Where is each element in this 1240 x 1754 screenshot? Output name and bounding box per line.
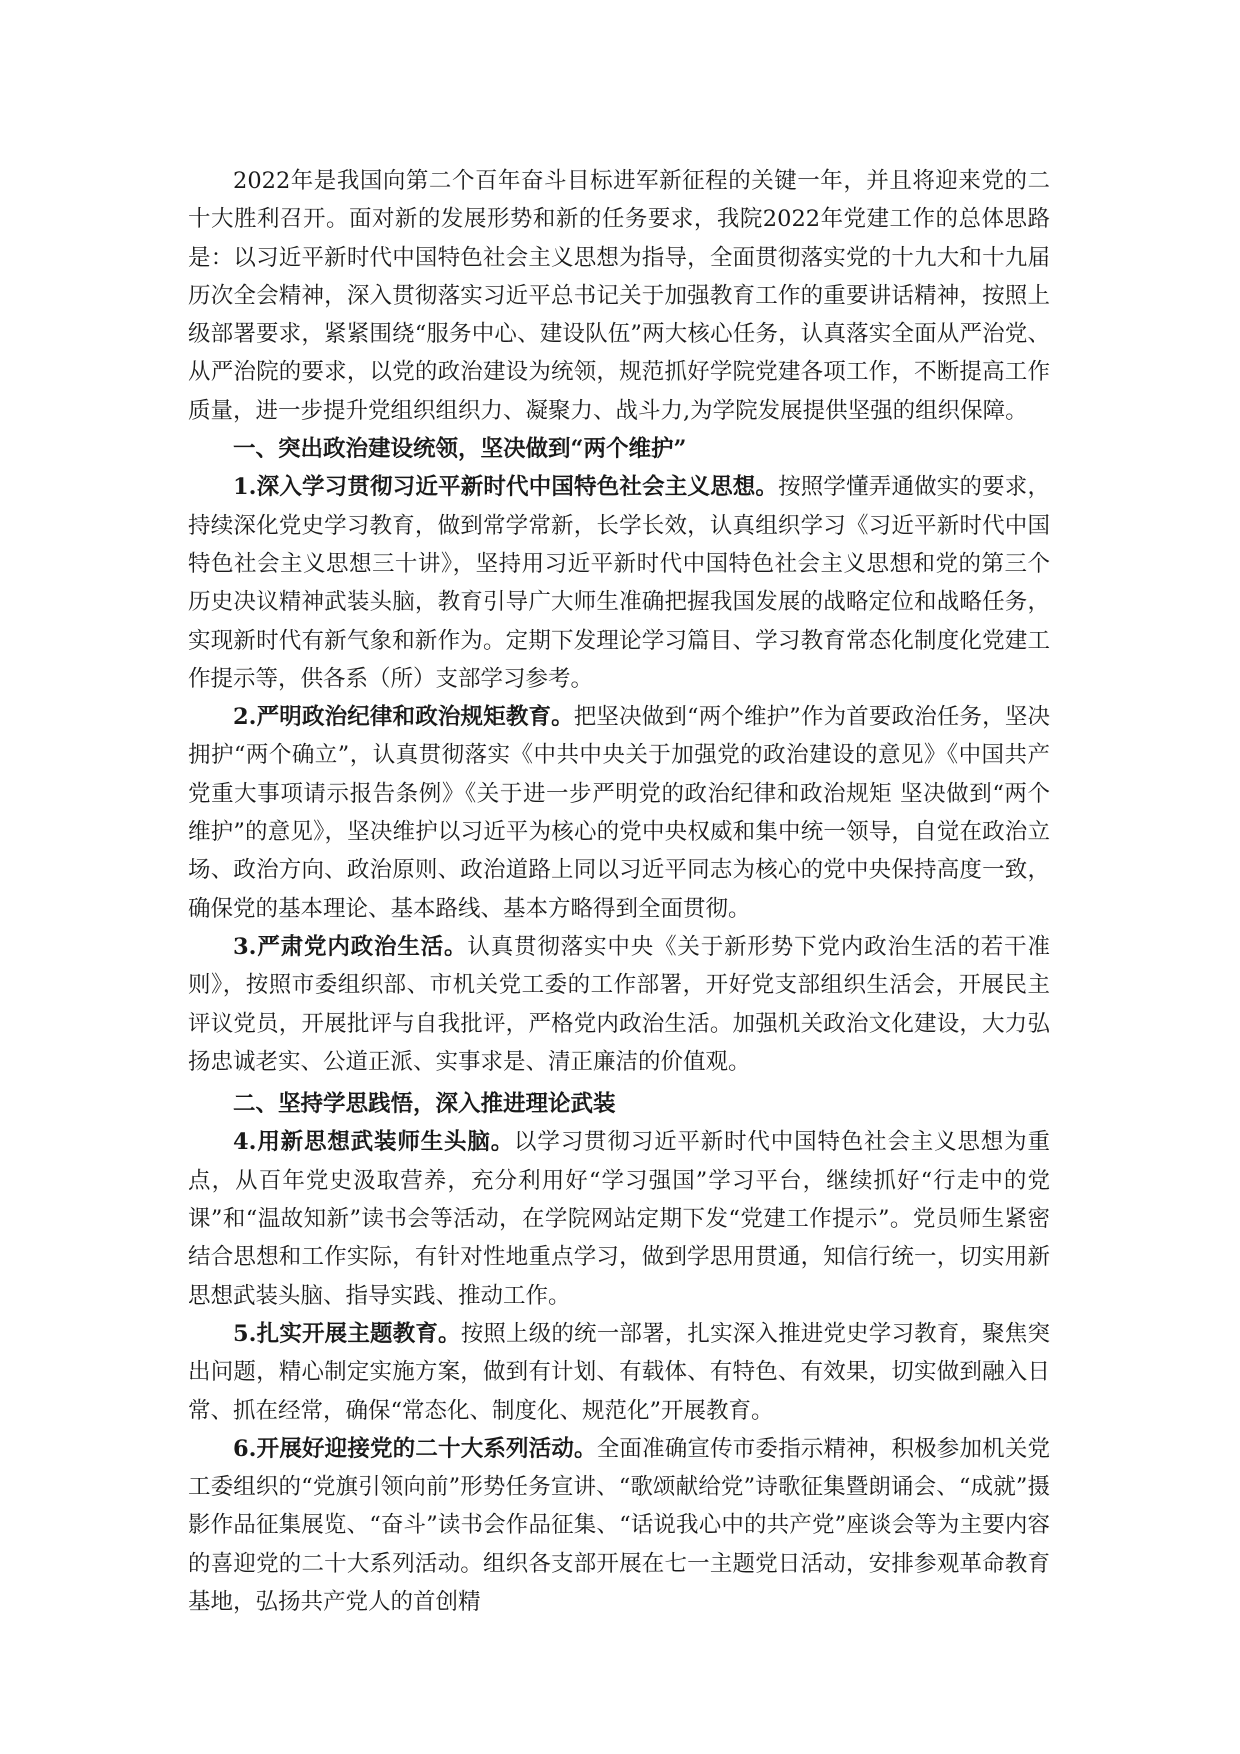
item-5-paragraph bbox=[188, 1315, 1050, 1430]
item-4-lead: 4.用新思想武装师生头脑。 bbox=[233, 1129, 515, 1156]
item-2-lead: 2.严明政治纪律和政治规矩教育。 bbox=[233, 704, 574, 731]
item-1-paragraph bbox=[188, 468, 1050, 698]
intro-paragraph: 2022年是我国向第二个百年奋斗目标进军新征程的关键一年，并且将迎来党的二十大胜利召开。面对新的发展形势和新的任务要求，我院2022年党建工作的总体思路是：以习近平新时代中国特色社会主义思想为指导，全面贯彻落实党的十九大和十九届历次全会精神，深入贯彻落实习近平总书记关于加强教育工作的重要讲话精神，按照上级部署要求，紧紧围绕“服务中心、建设队伍”两大核心任务，认真落实全面从严治党、从严治院的要求，以党的政治建设为统领，规范抓好学院党建各项工作，不断提高工作质量，进一步提升党组织组织力、凝聚力、战斗力,为学院发展提供坚强的组织保障。 bbox=[188, 168, 1050, 424]
item-1-body: 按照学懂弄通做实的要求，持续深化党史学习教育，做到常学常新，长学长效，认真组织学习《习近平新时代中国特色社会主义思想三十讲》，坚持用习近平新时代中国特色社会主义思想和党的第三个历史决议精神武装头脑，教育引导广大师生准确把握我国发展的战略定位和战略任务，实现新时代有新气象和新作为。定期下发理论学习篇目、学习教育常态化制度化党建工作提示等，供各系（所）支部学习参考。 bbox=[188, 474, 1050, 692]
section-2-heading: 二、坚持学思践悟，深入推进理论武装 bbox=[233, 1091, 616, 1118]
item-4-paragraph bbox=[188, 1123, 1050, 1314]
item-2-paragraph bbox=[188, 698, 1050, 928]
item-6-body: 全面准确宣传市委指示精神，积极参加机关党工委组织的“党旗引领向前”形势任务宣讲、“歌颂献给党”诗歌征集暨朗诵会、“成就”摄影作品征集展览、“奋斗”读书会作品征集、“话说我心中的共产党”座谈会等为主要内容的喜迎党的二十大系列活动。组织各支部开展在七一主题党日活动，安排参观革命教育基地，弘扬共产党人的首创精 bbox=[188, 1435, 1050, 1615]
item-3-lead: 3.严肃党内政治生活。 bbox=[233, 933, 468, 960]
item-6-paragraph bbox=[188, 1430, 1050, 1621]
item-6-lead: 6.开展好迎接党的二十大系列活动。 bbox=[233, 1435, 597, 1462]
item-1-lead: 1.深入学习贯彻习近平新时代中国特色社会主义思想。 bbox=[233, 474, 779, 501]
section-1-heading: 一、突出政治建设统领，坚决做到“两个维护” bbox=[233, 436, 687, 463]
item-3-paragraph bbox=[188, 928, 1050, 1081]
item-3-body: 认真贯彻落实中央《关于新形势下党内政治生活的若干准则》，按照市委组织部、市机关党工委的工作部署，开好党支部组织生活会，开展民主评议党员，开展批评与自我批评，严格党内政治生活。加强机关政治文化建设，大力弘扬忠诚老实、公道正派、实事求是、清正廉洁的价值观。 bbox=[188, 933, 1050, 1075]
item-4-body: 以学习贯彻习近平新时代中国特色社会主义思想为重点，从百年党史汲取营养，充分利用好“学习强国”学习平台，继续抓好“行走中的党课”和“温故知新”读书会等活动，在学院网站定期下发“党建工作提示”。党员师生紧密结合思想和工作实际，有针对性地重点学习，做到学思用贯通，知信行统一，切实用新思想武装头脑、指导实践、推动工作。 bbox=[188, 1129, 1050, 1309]
item-5-body: 按照上级的统一部署，扎实深入推进党史学习教育，聚焦突出问题，精心制定实施方案，做到有计划、有载体、有特色、有效果，切实做到融入日常、抓在经常，确保“常态化、制度化、规范化”开展教育。 bbox=[188, 1320, 1050, 1424]
item-2-body: 把坚决做到“两个维护”作为首要政治任务，坚决拥护“两个确立”，认真贯彻落实《中共中央关于加强党的政治建设的意见》《中国共产党重大事项请示报告条例》《关于进一步严明党的政治纪律和政治规矩 坚决做到“两个维护”的意见》，坚决维护以习近平为核心的党中央权威和集中统一领导，自觉在政治立场、政治方向、政治原则、政治道路上同以习近平同志为核心的党中央保持高度一致，确保党的基本理论、基本路线、基本方略得到全面贯彻。 bbox=[188, 704, 1050, 922]
item-5-lead: 5.扎实开展主题教育。 bbox=[233, 1320, 461, 1347]
document-page bbox=[188, 162, 1050, 1621]
